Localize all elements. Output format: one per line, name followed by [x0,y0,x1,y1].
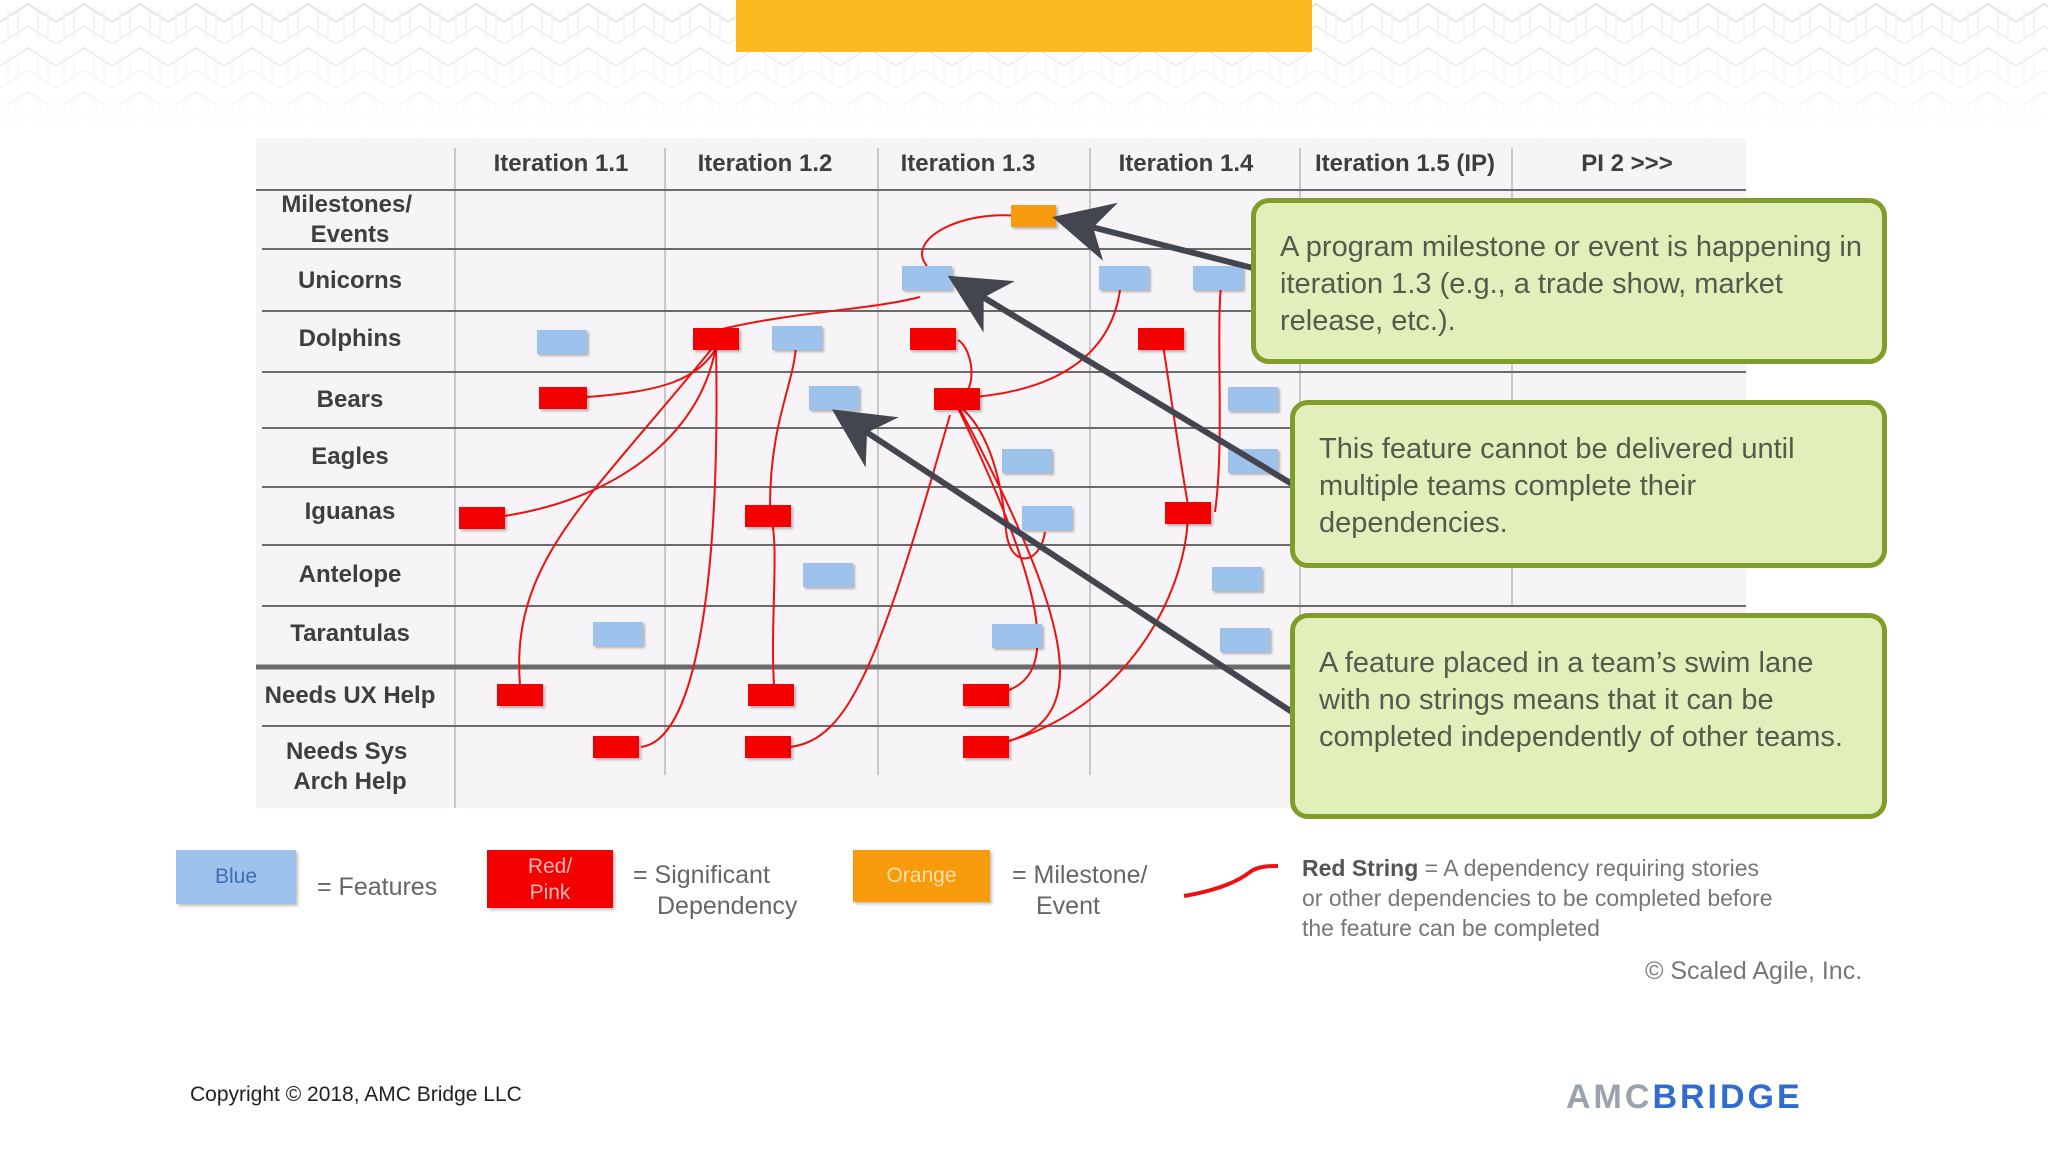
amc-bridge-logo [1566,1078,1856,1114]
callout-milestone-text: A program milestone or event is happening in iteration 1.3 (e.g., a trade show, market release, etc.). [1280,231,1862,337]
column-header: Iteration 1.4 [1118,150,1254,177]
legend-blue-label: Blue [214,865,258,888]
dependency-card [963,736,1009,758]
feature-card [772,326,822,350]
milestone-card [1011,205,1056,227]
dependency-card [1138,328,1184,350]
row-label-iguanas: Iguanas [304,498,396,525]
column-header: Iteration 1.1 [493,150,629,177]
footer-copyright: Copyright © 2018, AMC Bridge LLC [190,1083,522,1106]
row-label-milestones: Milestones/ Events [281,191,413,248]
feature-card [803,563,853,587]
legend-string-desc-2: or other dependencies to be completed before [1302,885,1773,911]
dependency-card [934,388,980,410]
feature-card [992,624,1042,648]
callout-dependencies-text: This feature cannot be delivered until multiple teams complete their dependencies. [1319,433,1795,539]
callout-independent [1290,613,1887,819]
row-label-dolphins: Dolphins [298,325,402,352]
column-header: Iteration 1.5 (IP) [1314,150,1496,177]
legend-string-title: Red String [1302,855,1419,881]
legend-blue-swatch [176,850,296,904]
legend-string-desc-1: = A dependency requiring stories [1418,855,1760,881]
row-label-needs-sys-arch-help: Needs Sys Arch Help [285,738,408,795]
feature-card [1002,449,1052,473]
column-header: Iteration 1.3 [900,150,1036,177]
legend-red-swatch [487,850,613,908]
legend-orange-desc-2: Event [1036,892,1100,920]
feature-card [1228,387,1278,411]
feature-card [1022,506,1072,530]
dependency-card [748,684,794,706]
scaled-agile-copyright: © Scaled Agile, Inc. [1645,957,1863,985]
column-header: Iteration 1.2 [697,150,833,177]
row-label-needs-ux-help: Needs UX Help [264,682,436,709]
dependency-card [745,505,791,527]
legend-red-desc [633,860,797,922]
callout-independent-text: A feature placed in a team’s swim lane with no strings means that it can be completed independently of other teams. [1319,647,1843,753]
legend-orange-swatch [853,850,990,902]
feature-card [1193,266,1243,290]
row-label-bears: Bears [316,386,384,413]
feature-card [1212,567,1262,591]
dependency-card [910,328,956,350]
legend-string-sample [1184,866,1278,896]
legend-orange-label: Orange [886,864,957,887]
dependency-card [539,387,587,409]
feature-card [537,330,587,354]
dependency-card [1165,502,1211,524]
legend-red-desc-1: = Significant [633,861,770,889]
row-label-antelope: Antelope [298,561,402,588]
legend-string-desc [1302,853,1773,943]
dependency-card [459,507,505,529]
callout-milestone [1251,198,1887,364]
dependency-card [593,736,639,758]
row-label-eagles: Eagles [311,443,389,470]
legend-red-label-1: Red/ [527,855,573,878]
legend-string-desc-3: the feature can be completed [1302,915,1600,941]
column-header: PI 2 >>> [1581,150,1673,177]
legend-red-desc-2: Dependency [657,892,798,920]
feature-card [1220,628,1270,652]
legend-orange-desc [1012,860,1148,922]
legend-blue-desc: = Features [317,873,438,901]
legend-orange-desc-1: = Milestone/ [1012,861,1148,889]
dependency-card [963,684,1009,706]
dependency-card [497,684,543,706]
logo-text: AMCBRIDGE [1566,1078,1803,1114]
dependency-card [745,736,791,758]
feature-card [809,386,859,410]
legend-red-label-2: Pink [529,881,571,904]
feature-card [593,622,643,646]
feature-card [1099,266,1149,290]
row-label-tarantulas: Tarantulas [290,620,410,647]
row-label-unicorns: Unicorns [297,267,403,294]
feature-card [902,266,952,290]
callout-dependencies [1290,400,1887,568]
dependency-card [693,328,739,350]
